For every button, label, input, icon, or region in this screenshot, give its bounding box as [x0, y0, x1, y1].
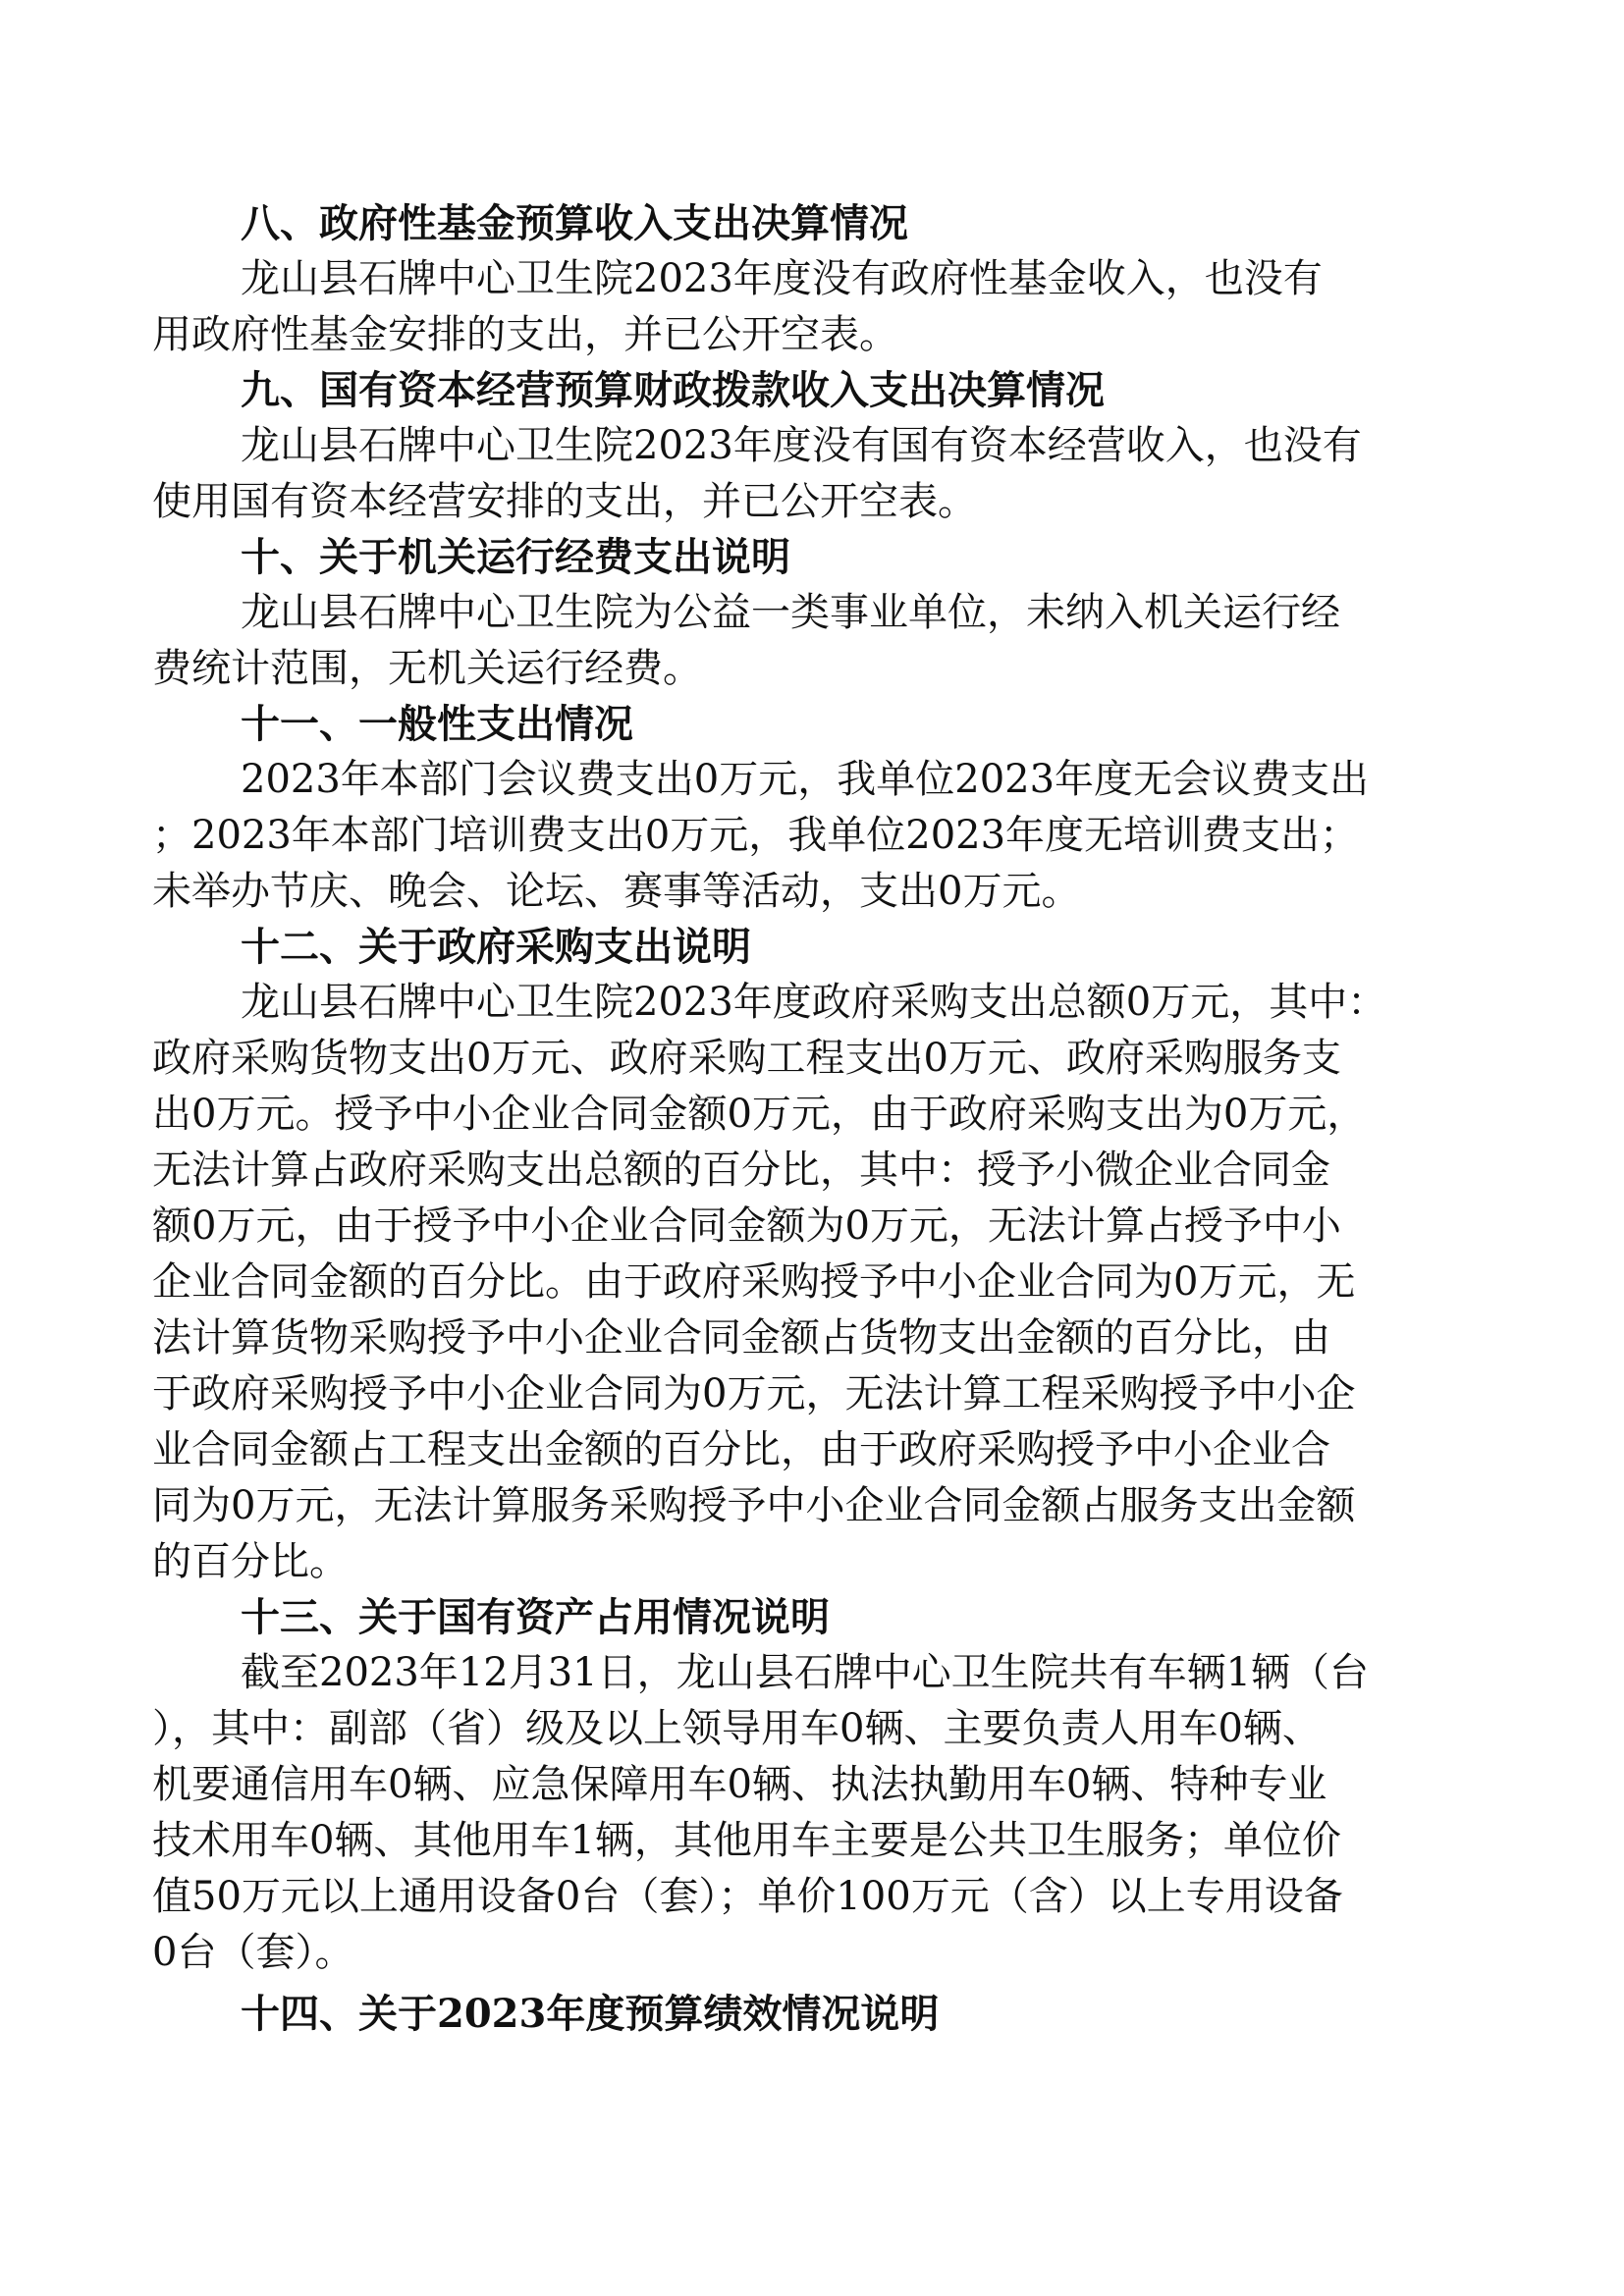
section-paragraph: [152, 585, 1478, 697]
section-12: [152, 920, 1478, 1590]
section-paragraph: [152, 975, 1478, 1590]
paragraph-line: 截至2023年12月31日，龙山县石牌中心卫生院共有车辆1辆（台: [241, 1650, 1370, 1695]
paragraph-line: 未举办节庆、晚会、论坛、赛事等活动，支出0万元。: [152, 869, 1081, 914]
paragraph-line: 出0万元。授予中小企业合同金额0万元，由于政府采购支出为0万元，: [152, 1092, 1367, 1137]
paragraph-line: 0台（套）。: [152, 1930, 354, 1975]
paragraph-line: ；2023年本部门培训费支出0万元，我单位2023年度无培训费支出；: [152, 813, 1360, 858]
paragraph-line: 使用国有资本经营安排的支出，并已公开空表。: [152, 479, 977, 524]
paragraph-line: 费统计范围，无机关运行经费。: [152, 646, 702, 691]
paragraph-line: 龙山县石牌中心卫生院为公益一类事业单位，未纳入机关运行经: [241, 590, 1340, 635]
paragraph-line: 同为0万元，无法计算服务采购授予中小企业合同金额占服务支出金额: [152, 1483, 1356, 1528]
section-9: [152, 363, 1478, 530]
section-heading: 九、国有资本经营预算财政拨款收入支出决算情况: [241, 367, 1105, 413]
paragraph-line: 值50万元以上通用设备0台（套）；单价100万元（含）以上专用设备: [152, 1874, 1343, 1919]
section-13: [152, 1590, 1478, 1981]
section-heading: 十三、关于国有资产占用情况说明: [241, 1594, 830, 1640]
paragraph-line: 企业合同金额的百分比。由于政府采购授予中小企业合同为0万元，无: [152, 1259, 1356, 1305]
paragraph-line: 额0万元，由于授予中小企业合同金额为0万元，无法计算占授予中小: [152, 1203, 1341, 1249]
paragraph-line: 无法计算占政府采购支出总额的百分比，其中：授予小微企业合同金: [152, 1148, 1330, 1193]
section-paragraph: [152, 251, 1478, 363]
document-page: [152, 196, 1478, 2042]
section-heading: 十一、一般性支出情况: [241, 701, 633, 747]
paragraph-line: 用政府性基金安排的支出，并已公开空表。: [152, 312, 898, 357]
section-paragraph: [152, 1645, 1478, 1981]
section-heading: 十、关于机关运行经费支出说明: [241, 534, 790, 580]
paragraph-line: 业合同金额占工程支出金额的百分比，由于政府采购授予中小企业合: [152, 1427, 1330, 1472]
paragraph-line: 机要通信用车0辆、应急保障用车0辆、执法执勤用车0辆、特种专业: [152, 1762, 1327, 1807]
paragraph-line: 龙山县石牌中心卫生院2023年度没有政府性基金收入，也没有: [241, 256, 1323, 301]
section-heading: 十二、关于政府采购支出说明: [241, 924, 751, 970]
section-heading: 八、政府性基金预算收入支出决算情况: [241, 200, 908, 246]
paragraph-line: 法计算货物采购授予中小企业合同金额占货物支出金额的百分比，由: [152, 1315, 1330, 1361]
paragraph-line: 于政府采购授予中小企业合同为0万元，无法计算工程采购授予中小企: [152, 1371, 1356, 1416]
paragraph-line: 2023年本部门会议费支出0万元，我单位2023年度无会议费支出: [241, 757, 1370, 802]
section-paragraph: [152, 418, 1478, 530]
paragraph-line: 的百分比。: [152, 1539, 349, 1584]
paragraph-line: 政府采购货物支出0万元、政府采购工程支出0万元、政府采购服务支: [152, 1036, 1341, 1081]
section-8: [152, 196, 1478, 363]
section-11: [152, 697, 1478, 920]
section-14: [152, 1987, 1478, 2042]
paragraph-line: 技术用车0辆、其他用车1辆，其他用车主要是公共卫生服务；单位价: [152, 1818, 1341, 1863]
section-heading: 十四、关于2023年度预算绩效情况说明: [241, 1991, 940, 2037]
paragraph-line: ），其中：副部（省）级及以上领导用车0辆、主要负责人用车0辆、: [152, 1706, 1322, 1751]
paragraph-line: 龙山县石牌中心卫生院2023年度没有国有资本经营收入，也没有: [241, 423, 1362, 468]
section-paragraph: [152, 752, 1478, 920]
section-10: [152, 530, 1478, 697]
paragraph-line: 龙山县石牌中心卫生院2023年度政府采购支出总额0万元，其中：: [241, 980, 1387, 1025]
